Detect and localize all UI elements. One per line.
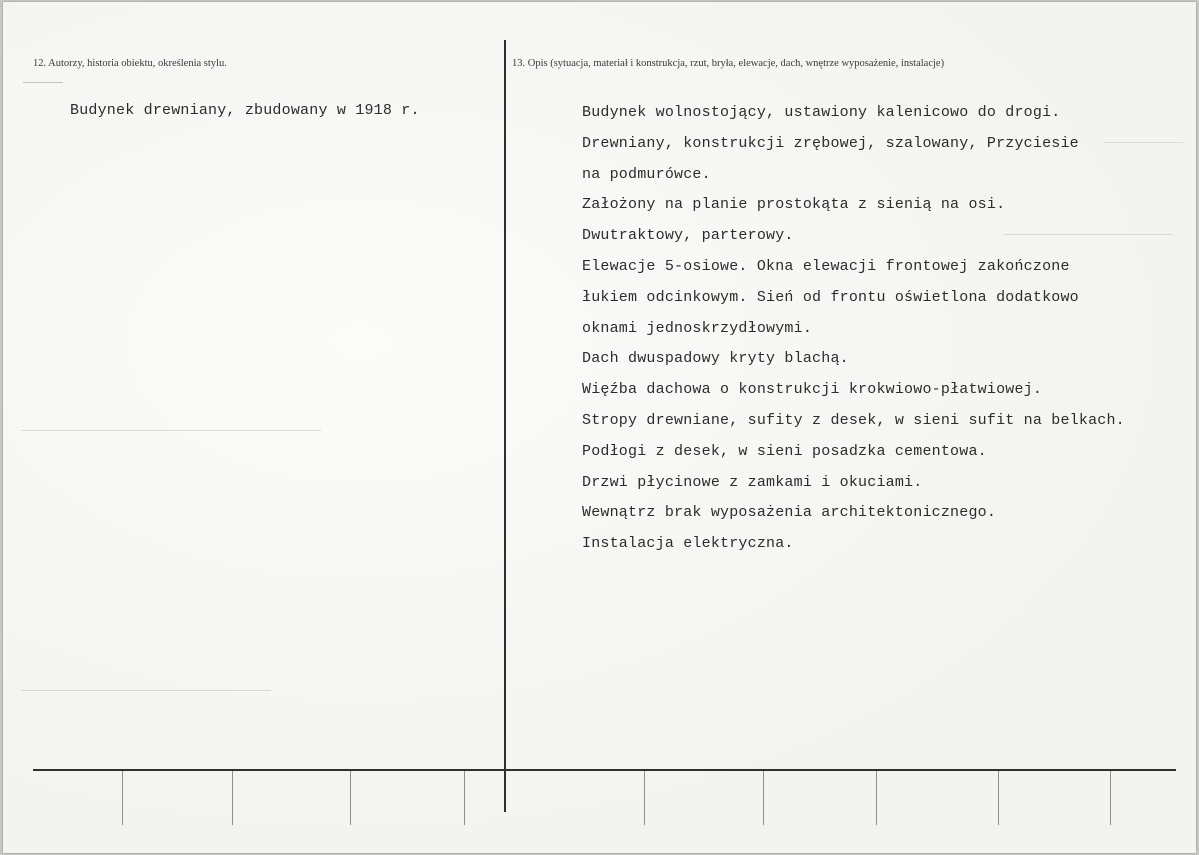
description-line: na podmurówce.: [582, 165, 711, 183]
field-tick: [464, 771, 465, 825]
description-line: Więźba dachowa o konstrukcji krokwiowo-płatwiowej.: [582, 381, 1043, 399]
show-through-mark: [23, 82, 63, 83]
show-through-mark: [21, 430, 321, 431]
section-13-label: 13. Opis (sytuacja, materiał i konstrukcja, rzut, bryła, elewacje, dach, wnętrze wyposażenie, instalacje): [512, 58, 945, 69]
description-line: Stropy drewniane, sufity z desek, w sieni sufit na belkach.: [582, 411, 1125, 429]
field-tick: [644, 771, 645, 825]
description-line: Założony na planie prostokąta z sienią na osi.: [582, 196, 1006, 214]
description-line: Drzwi płycinowe z zamkami i okuciami.: [582, 473, 923, 491]
column-divider: [504, 40, 506, 812]
description-line: Budynek wolnostojący, ustawiony kalenicowo do drogi.: [582, 104, 1061, 121]
description-line: Instalacja elektryczna.: [582, 535, 794, 553]
description-line: Dwutraktowy, parterowy.: [582, 227, 794, 245]
record-card: [3, 2, 1196, 853]
field-tick: [763, 771, 764, 825]
show-through-mark: [21, 690, 271, 691]
field-tick: [998, 771, 999, 825]
description-line: Podłogi z desek, w sieni posadzka cementowa.: [582, 442, 987, 460]
field-tick: [876, 771, 877, 825]
field-tick: [122, 771, 123, 825]
field-tick: [232, 771, 233, 825]
description-line: Wewnątrz brak wyposażenia architektonicznego.: [582, 504, 997, 522]
description-line: łukiem odcinkowym. Sień od frontu oświetlona dodatkowo: [582, 288, 1079, 306]
description-line: Drewniany, konstrukcji zrębowej, szalowany, Przyciesie: [582, 134, 1079, 152]
description-line: Dach dwuspadowy kryty blachą.: [582, 350, 849, 368]
description-line: oknami jednoskrzydłowymi.: [582, 319, 813, 337]
description-lines: [582, 98, 1125, 560]
field-tick: [1110, 771, 1111, 825]
description-line: Elewacje 5-osiowe. Okna elewacji frontowej zakończone: [582, 257, 1070, 275]
section-12-text: Budynek drewniany, zbudowany w 1918 r.: [70, 102, 420, 119]
bottom-rule: [33, 769, 1176, 771]
section-12-label: 12. Autorzy, historia obiektu, określenia stylu.: [33, 58, 227, 69]
field-tick: [350, 771, 351, 825]
